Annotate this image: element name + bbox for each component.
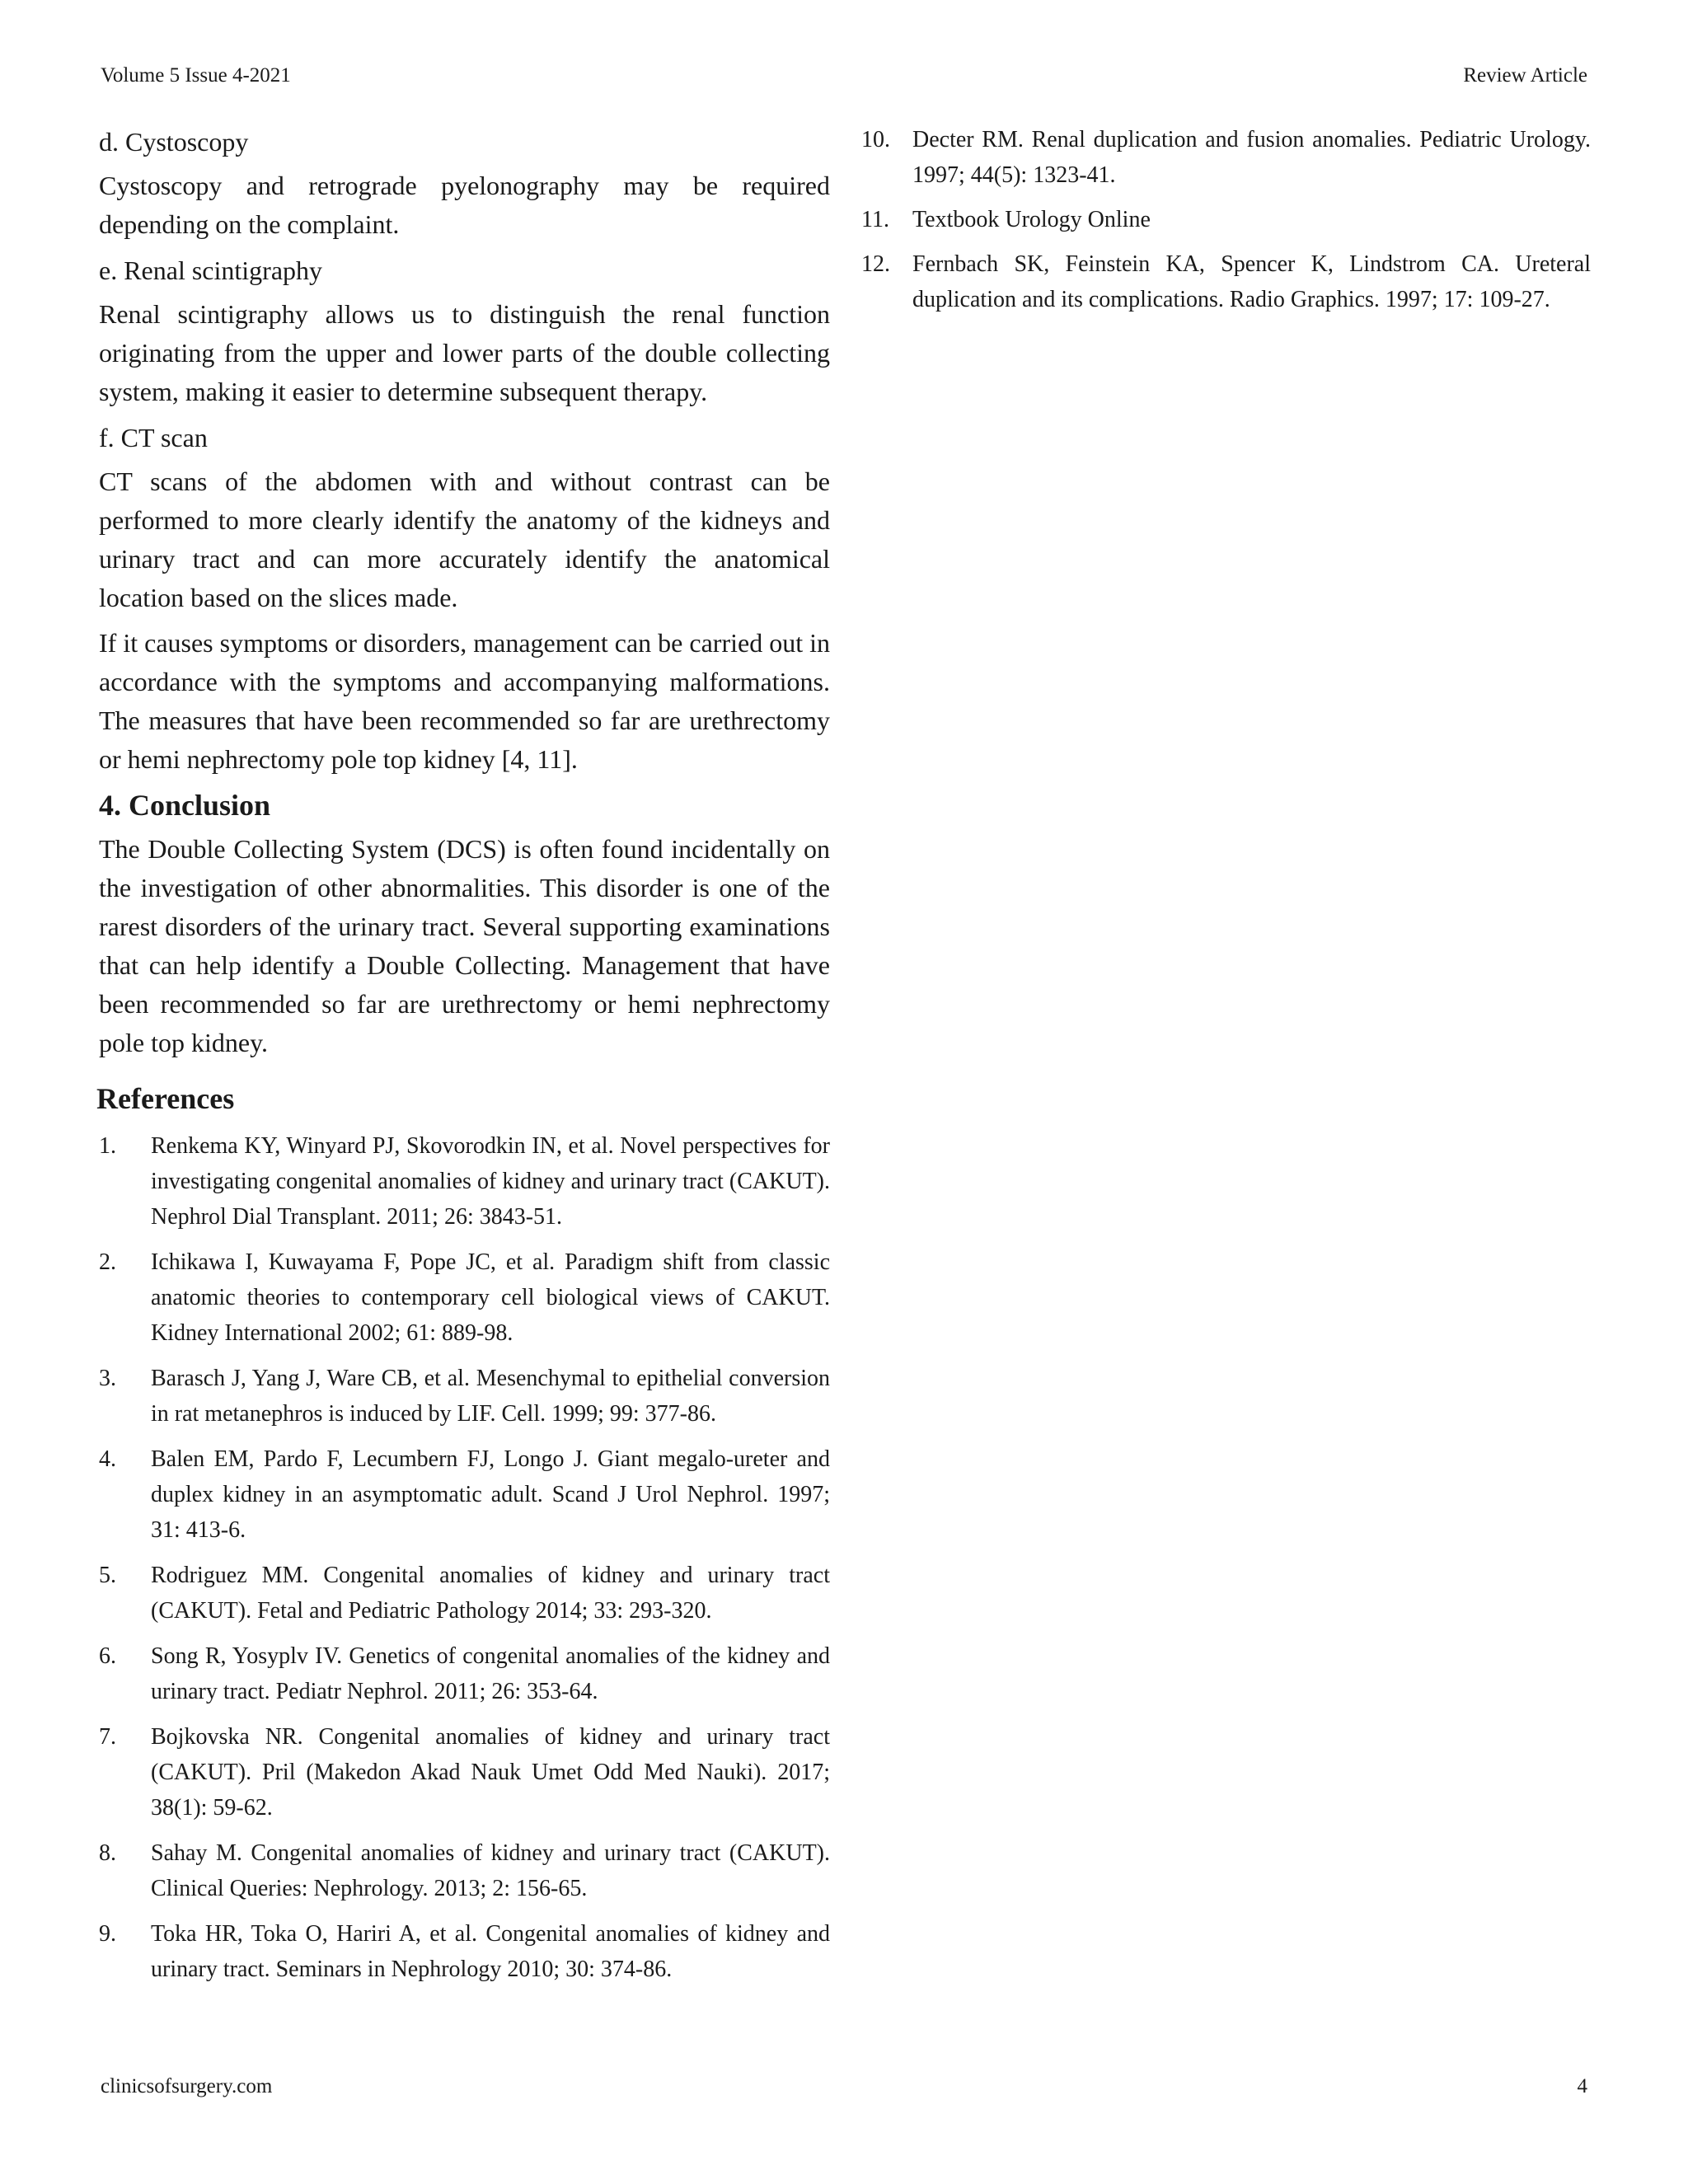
reference-number: 9. (99, 1921, 116, 1947)
footer-website: clinicsofsurgery.com (101, 2075, 273, 2097)
reference-number: 5. (99, 1563, 116, 1588)
reference-number: 8. (99, 1840, 116, 1866)
reference-text: Song R, Yosyplv IV. Genetics of congenital anomalies of the kidney and urinary tract. Pediatr Nephrol. 2011; 26: 353-64. (151, 1643, 830, 1704)
reference-text: Ichikawa I, Kuwayama F, Pope JC, et al. Paradigm shift from classic anatomic theories to contemporary cell biological views of CAKUT. Kidney International 2002; 61: 889-98. (151, 1249, 830, 1346)
reference-number: 4. (99, 1446, 116, 1472)
reference-text: Textbook Urology Online (912, 207, 1151, 232)
reference-text: Barasch J, Yang J, Ware CB, et al. Mesenchymal to epithelial conversion in rat metanephros is induced by LIF. Cell. 1999; 99: 377-86. (151, 1366, 830, 1427)
subheading-renal-scintigraphy: e. Renal scintigraphy (99, 255, 323, 285)
subheading-ct-scan: f. CT scan (99, 423, 208, 452)
reference-item (861, 122, 1591, 193)
reference-text: Decter RM. Renal duplication and fusion anomalies. Pediatric Urology. 1997; 44(5): 1323-41. (912, 127, 1591, 188)
right-column (861, 122, 1591, 326)
reference-item (99, 1244, 830, 1351)
reference-text: Bojkovska NR. Congenital anomalies of kidney and urinary tract (CAKUT). Pril (Makedon Akad Nauk Umet Odd Med Nauki). 2017; 38(1): 59-62. (151, 1724, 830, 1821)
reference-number: 2. (99, 1249, 116, 1275)
reference-text: Toka HR, Toka O, Hariri A, et al. Congenital anomalies of kidney and urinary tract. Seminars in Nephrology 2010; 30: 374-86. (151, 1921, 830, 1982)
reference-item (99, 1361, 830, 1432)
reference-item (99, 1128, 830, 1235)
reference-text: Fernbach SK, Feinstein KA, Spencer K, Lindstrom CA. Ureteral duplication and its complications. Radio Graphics. 1997; 17: 109-27. (912, 251, 1591, 312)
page-number: 4 (1577, 2075, 1587, 2097)
reference-number: 1. (99, 1133, 116, 1159)
paragraph-conclusion: The Double Collecting System (DCS) is often found incidentally on the investigation of other abnormalities. This disorder is one of the rarest disorders of the urinary tract. Several supporting examinations that can help identify a Double Collecting. Management that have been recommended so far are urethrectomy or hemi nephrectomy pole top kidney. (99, 834, 830, 1057)
reference-text: Balen EM, Pardo F, Lecumbern FJ, Longo J. Giant megalo-ureter and duplex kidney in an asymptomatic adult. Scand J Urol Nephrol. 1997; 31: 413-6. (151, 1446, 830, 1543)
reference-number: 12. (861, 251, 890, 277)
section-heading-references: References (96, 1082, 235, 1115)
reference-item (861, 246, 1591, 317)
reference-number: 3. (99, 1366, 116, 1391)
reference-text: Rodriguez MM. Congenital anomalies of kidney and urinary tract (CAKUT). Fetal and Pediatric Pathology 2014; 33: 293-320. (151, 1563, 830, 1624)
reference-item (99, 1916, 830, 1987)
paragraph-management: If it causes symptoms or disorders, management can be carried out in accordance with the symptoms and accompanying malformations. The measures that have been recommended so far are urethrectomy or hemi nephrectomy pole top kidney [4, 11]. (99, 628, 830, 774)
header-article-type: Review Article (1463, 64, 1587, 87)
reference-item (861, 202, 1591, 237)
reference-text: Sahay M. Congenital anomalies of kidney and urinary tract (CAKUT). Clinical Queries: Nephrology. 2013; 2: 156-65. (151, 1840, 830, 1901)
paragraph-renal-scintigraphy: Renal scintigraphy allows us to distinguish the renal function originating from the upper and lower parts of the double collecting system, making it easier to determine subsequent therapy. (99, 299, 830, 406)
reference-item (99, 1719, 830, 1825)
header-volume: Volume 5 Issue 4-2021 (101, 64, 291, 87)
reference-text: Renkema KY, Winyard PJ, Skovorodkin IN, et al. Novel perspectives for investigating congenital anomalies of kidney and urinary tract (CAKUT). Nephrol Dial Transplant. 2011; 26: 3843-51. (151, 1133, 830, 1230)
reference-item (99, 1638, 830, 1709)
reference-number: 10. (861, 127, 890, 152)
reference-number: 11. (861, 207, 889, 232)
left-column (96, 122, 830, 1997)
paragraph-ct-scan: CT scans of the abdomen with and without contrast can be performed to more clearly identify the anatomy of the kidneys and urinary tract and can more accurately identify the anatomical location based on the slices made. (99, 466, 830, 612)
reference-number: 7. (99, 1724, 116, 1750)
reference-item (99, 1558, 830, 1629)
paragraph-cystoscopy: Cystoscopy and retrograde pyelonography may be required depending on the complaint. (99, 171, 830, 239)
reference-number: 6. (99, 1643, 116, 1669)
subheading-cystoscopy: d. Cystoscopy (99, 127, 249, 157)
section-heading-conclusion: 4. Conclusion (99, 789, 271, 822)
reference-item (99, 1441, 830, 1548)
reference-item (99, 1835, 830, 1906)
